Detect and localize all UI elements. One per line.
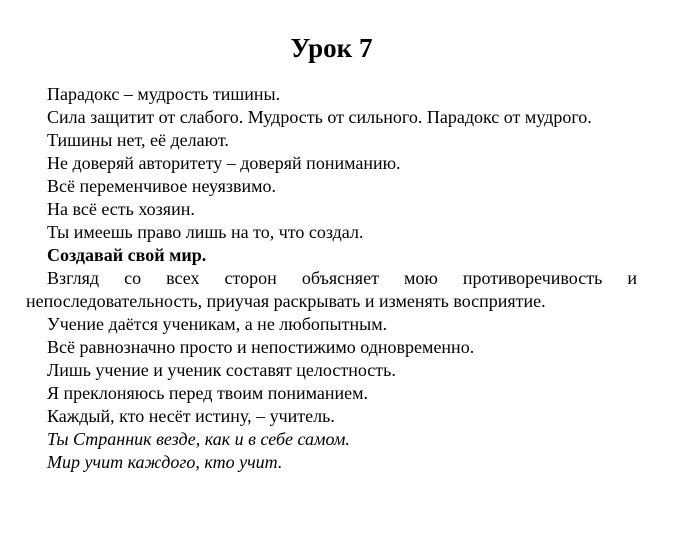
paragraph: На всё есть хозяин. bbox=[47, 199, 195, 219]
paragraph: Тишины нет, её делают. bbox=[47, 130, 229, 150]
paragraph: Я преклоняюсь перед твоим пониманием. bbox=[47, 383, 369, 403]
paragraph: Учение даётся ученикам, а не любопытным. bbox=[47, 314, 388, 334]
lesson-body bbox=[26, 83, 637, 474]
paragraph: Не доверяй авторитету – доверяй пониманию. bbox=[47, 153, 401, 173]
paragraph: Всё равнозначно просто и непостижимо одновременно. bbox=[47, 337, 475, 357]
paragraph: Всё переменчивое неуязвимо. bbox=[47, 176, 277, 196]
paragraph: Лишь учение и ученик составят целостность. bbox=[47, 360, 396, 380]
paragraph: Взгляд со всех сторон объясняет мою противоречивость и непоследовательность, приучая раскрывать и изменять восприятие. bbox=[26, 268, 637, 311]
paragraph: Ты имеешь право лишь на то, что создал. bbox=[47, 222, 364, 242]
lesson-title: Урок 7 bbox=[290, 33, 373, 63]
paragraph: Парадокс – мудрость тишины. bbox=[47, 84, 281, 104]
document-page bbox=[26, 30, 637, 474]
paragraph-bold: Создавай свой мир. bbox=[47, 245, 207, 265]
paragraph-italic: Ты Странник везде, как и в себе самом. bbox=[47, 429, 350, 449]
paragraph: Сила защитит от слабого. Мудрость от сильного. Парадокс от мудрого. bbox=[47, 107, 592, 127]
paragraph-italic: Мир учит каждого, кто учит. bbox=[47, 452, 283, 472]
paragraph: Каждый, кто несёт истину, – учитель. bbox=[47, 406, 335, 426]
